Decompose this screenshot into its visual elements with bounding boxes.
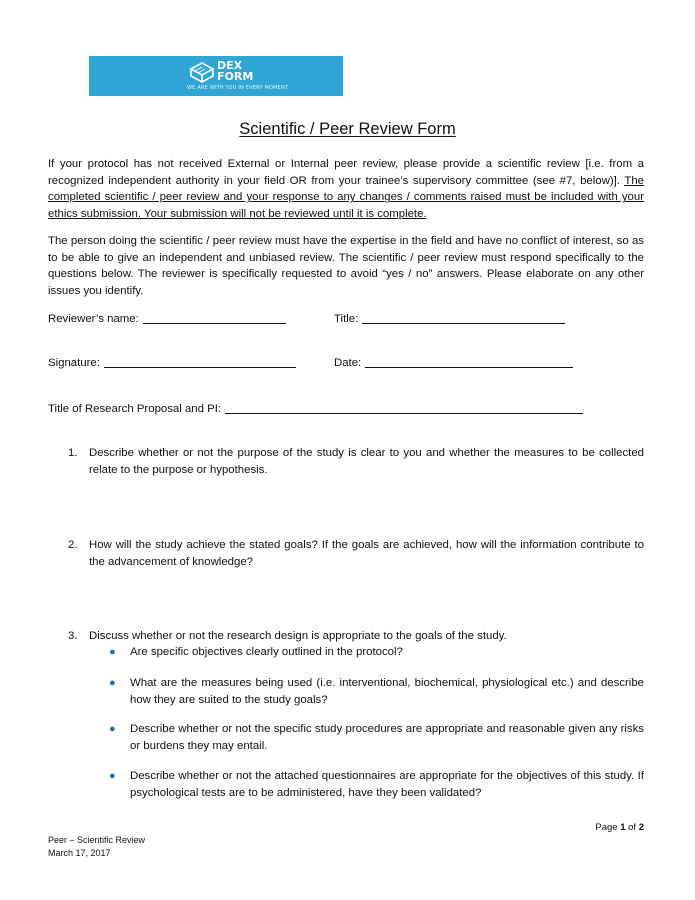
bullet-text: Describe whether or not the attached questionnaires are appropriate for the objectives of this study. If psychological tests are to be administered, have they been validated? <box>130 770 644 799</box>
intro-underlined-text: The completed scientific / peer review and your response to any changes / comments raised must be included with your ethics submission. Your submission will not be reviewed until it is complete. <box>48 174 645 221</box>
title-field[interactable] <box>334 311 565 325</box>
title-label: Title: <box>334 313 359 325</box>
question-1 <box>68 445 644 478</box>
dex-form-logo-icon <box>189 61 215 83</box>
proposal-title-line[interactable] <box>225 401 583 414</box>
title-line[interactable] <box>362 311 565 324</box>
bullet-item <box>109 768 644 801</box>
date-line[interactable] <box>365 355 573 368</box>
question-text: Describe whether or not the purpose of the study is clear to you and whether the measures to be collected relate to the purpose or hypothesis. <box>89 447 644 476</box>
bullet-text: What are the measures being used (i.e. interventional, biochemical, physiological etc.) and describe how they are suited to the study goals? <box>130 677 644 706</box>
bullet-dot-icon: ● <box>109 770 116 782</box>
logo-tagline: WE ARE WITH YOU IN EVERY MOMENT <box>187 85 289 91</box>
proposal-title-label: Title of Research Proposal and PI: <box>48 403 222 415</box>
instructions-paragraph: The person doing the scientific / peer review must have the expertise in the field and have no conflict of interest, so as to be able to give an independent and unbiased review. The scientific / peer review must respond specifically to the questions below. The reviewer is specifically requested to avoid “yes / no” answers. Please elaborate on any other issues you identify. <box>48 235 644 298</box>
question-number: 1. <box>68 447 78 459</box>
bullet-item <box>109 644 644 661</box>
page-of: of <box>628 822 637 833</box>
proposal-title-field[interactable] <box>48 401 583 415</box>
logo-wordmark <box>217 60 253 82</box>
reviewer-name-line[interactable] <box>143 311 286 324</box>
bullet-text: Describe whether or not the specific study procedures are appropriate and reasonable given any risks or burdens they may entail. <box>130 723 644 752</box>
intro-text: If your protocol has not received External or Internal peer review, please provide a scientific review [i.e. from a recognized independent authority in your field OR from your trainee’s supervisory committee (see #7, below)]. <box>48 158 644 187</box>
bullet-dot-icon: ● <box>109 646 116 658</box>
bullet-dot-icon: ● <box>109 677 116 689</box>
reviewer-name-field[interactable] <box>48 311 286 325</box>
page-prefix: Page <box>595 822 618 833</box>
reviewer-name-label: Reviewer’s name: <box>48 313 139 325</box>
date-field[interactable] <box>334 355 573 369</box>
signature-line[interactable] <box>104 355 296 368</box>
signature-label: Signature: <box>48 357 100 369</box>
bullet-dot-icon: ● <box>109 723 116 735</box>
footer-info <box>48 834 145 860</box>
logo-word-top: DEX <box>217 59 243 72</box>
bullet-item <box>109 675 644 708</box>
question-number: 2. <box>68 539 78 551</box>
intro-paragraph <box>48 156 644 223</box>
date-label: Date: <box>334 357 362 369</box>
question-text: Discuss whether or not the research design is appropriate to the goals of the study. <box>89 630 507 642</box>
logo-banner <box>89 56 343 96</box>
footer-date: March 17, 2017 <box>48 848 111 858</box>
bullet-item <box>109 721 644 754</box>
question-2 <box>68 537 644 570</box>
signature-field[interactable] <box>48 355 296 369</box>
bullet-text: Are specific objectives clearly outlined in the protocol? <box>130 646 403 658</box>
logo-word-bottom: FORM <box>217 70 254 83</box>
page-total: 2 <box>638 822 644 833</box>
question-text: How will the study achieve the stated goals? If the goals are achieved, how will the information contribute to the advancement of knowledge? <box>89 539 644 568</box>
question-3 <box>68 628 644 645</box>
page-current: 1 <box>620 822 626 833</box>
footer-doc-name: Peer – Scientific Review <box>48 835 146 845</box>
page-title: Scientific / Peer Review Form <box>239 120 456 138</box>
page-number <box>595 822 644 833</box>
question-number: 3. <box>68 630 78 642</box>
